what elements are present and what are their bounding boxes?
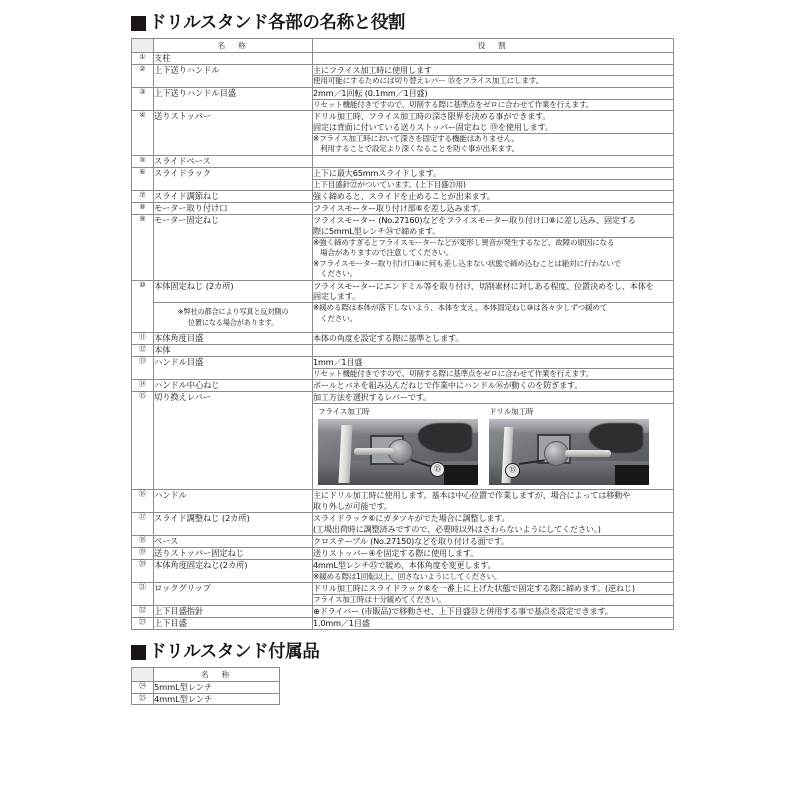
photo-switch-lever <box>354 448 394 455</box>
row-number: ㉔ <box>132 681 154 693</box>
part-name-cell: 本体 <box>154 344 313 356</box>
row-number: ④ <box>132 111 154 156</box>
part-role-cell: 1mm／1目盛 <box>313 356 674 368</box>
attachment-section-title: ドリルスタンド付属品 <box>149 642 320 663</box>
table-row <box>132 344 674 356</box>
table-row <box>132 391 674 403</box>
part-name-cell: ベース <box>154 535 313 547</box>
table-row <box>132 513 674 536</box>
col-header-role: 役 割 <box>313 38 674 52</box>
part-role-cell: 上下に最大65mmスライドします。 <box>313 167 674 179</box>
photo-callout-number: ⑮ <box>430 462 445 477</box>
table-row <box>132 332 674 344</box>
part-role-note-cell: ※強く締めすぎるとフライスモーターなどが変形し異音が発生するなど、故障の原因になる 場合がありますので注意してください。 ※フライスモーター取り付け口⑧に何も差し込まない状態で締め込むことは絶対に行わないで ください。 <box>313 237 674 280</box>
part-role-cell: 主にドリル加工時に使用します。基本は中心位置で作業しますが、場合によっては移動や 取り外しが可能です。 <box>313 490 674 513</box>
row-number: ⑰ <box>132 513 154 536</box>
part-role-cell: 2mm／1回転 (0.1mm／1目盛) <box>313 87 674 99</box>
part-name-cell: 支柱 <box>154 52 313 64</box>
part-role-note-cell: フライス加工時は十分緩めてください。 <box>313 594 674 605</box>
part-role-cell: 4mmL型レンチ㉕で緩め、本体角度を変更します。 <box>313 559 674 571</box>
row-number: ⑯ <box>132 490 154 513</box>
attachment-section-heading <box>131 643 673 663</box>
row-number: ② <box>132 64 154 87</box>
part-name-cell: 切り換えレバー <box>154 391 313 490</box>
part-name-cell: スライド調節ねじ <box>154 191 313 203</box>
part-role-cell: ドリル加工時にスライドラック⑥を一番上に上げた状態で固定する際に締めます。(逆ねじ) <box>313 582 674 594</box>
square-bullet-icon <box>131 16 146 31</box>
part-name-note: ※弊社の都合により写真と反対側の 位置になる場合があります。 <box>154 303 313 332</box>
part-role-note-cell: リセット機能付きですので、切削する際に基準点をゼロに合わせて作業を行えます。 <box>313 368 674 379</box>
row-number: ⑥ <box>132 167 154 190</box>
table-row <box>132 87 674 99</box>
row-number: ⑳ <box>132 559 154 582</box>
part-name-cell: ハンドル <box>154 490 313 513</box>
row-number: ㉒ <box>132 606 154 618</box>
part-role-cell: フライスモーターにエンドミル等を取り付け、切削素材に対しある程度、位置決めをし、本体を 固定します。 <box>313 280 674 303</box>
part-name-cell: 上下送りハンドル <box>154 64 313 87</box>
part-name-cell: ハンドル中心ねじ <box>154 379 313 391</box>
col-header-number <box>132 667 154 681</box>
part-role-cell: スライドラック⑥にガタツキがでた場合に調整します。 (工場出荷時に調整済みですので、必要時以外はさわらないようにしてください。) <box>313 513 674 536</box>
row-number: ⑨ <box>132 215 154 281</box>
part-role-note-cell: ※フライス加工時において深さを固定する機能はありません。 利用することで設定より深くなることを防ぐ事が出来ます。 <box>313 133 674 155</box>
main-section-title: ドリルスタンド各部の名称と役割 <box>149 13 405 33</box>
row-number: ③ <box>132 87 154 110</box>
part-name-cell: 本体固定ねじ (2カ所) <box>154 280 313 303</box>
table-row <box>132 535 674 547</box>
table-row <box>132 582 674 594</box>
table-row <box>132 52 674 64</box>
part-role-cell: ドリル加工時、フライス加工時の深さ限界を決める事ができます。 固定は背面に付いている送りストッパー固定ねじ ⑲を使用します。 <box>313 111 674 134</box>
table-row <box>132 215 674 238</box>
table-row <box>132 111 674 134</box>
row-number: ㉕ <box>132 693 154 705</box>
document-content <box>131 14 673 705</box>
table-row <box>132 280 674 303</box>
row-number: ⑭ <box>132 379 154 391</box>
table-row <box>132 64 674 76</box>
row-number: ⑤ <box>132 155 154 167</box>
part-role-cell: フライスモーター (No.27160)などをフライスモーター取り付け口⑧に差し込み、固定する 際に5mmL型レンチ㉔で締めます。 <box>313 215 674 238</box>
part-role-cell: ボールとバネを組み込んだねじで作業中にハンドル⑯が動くのを防ぎます。 <box>313 379 674 391</box>
table-row <box>132 559 674 571</box>
row-number: ⑮ <box>132 391 154 490</box>
part-role-note-cell: ※緩める際は1回転以上、回さないようにしてください。 <box>313 571 674 582</box>
attachment-name-cell: 5mmL型レンチ <box>154 681 280 693</box>
attachment-header-row <box>132 667 280 681</box>
photo-block <box>318 407 478 486</box>
attachment-name-cell: 4mmL型レンチ <box>154 693 280 705</box>
part-name-cell: ロックグリップ <box>154 582 313 605</box>
table-row <box>132 203 674 215</box>
table-row <box>132 606 674 618</box>
part-role-note-cell: 上下目盛針㉒がついています。(上下目盛㉓用) <box>313 179 674 190</box>
row-number: ⑬ <box>132 356 154 379</box>
table-row <box>132 191 674 203</box>
part-role-cell: 強く締めると、スライドを止めることが出来ます。 <box>313 191 674 203</box>
parts-name-and-role-table <box>131 38 674 631</box>
photo-callout-number: ⑮ <box>505 463 520 478</box>
table-row <box>132 490 674 513</box>
part-name-cell: 本体角度目盛 <box>154 332 313 344</box>
square-bullet-icon <box>131 645 146 660</box>
part-role-note-cell: 使用可能にするためには切り替えレバー ⑮をフライス加工にします。 <box>313 76 674 87</box>
table-row <box>132 356 674 368</box>
table-row-note <box>132 303 674 332</box>
part-name-cell: モーター固定ねじ <box>154 215 313 281</box>
table-row <box>132 693 280 705</box>
table-row <box>132 155 674 167</box>
row-number: ⑧ <box>132 203 154 215</box>
part-name-cell: 上下目盛指針 <box>154 606 313 618</box>
part-role-cell: 主にフライス加工時に使用します <box>313 64 674 76</box>
col-header-name: 名 称 <box>154 38 313 52</box>
row-number: ⑪ <box>132 332 154 344</box>
table-row <box>132 618 674 630</box>
part-name-cell: 送りストッパー <box>154 111 313 156</box>
photo-switch-lever <box>565 450 611 457</box>
part-role-cell: 送りストッパー④を固定する際に使用します。 <box>313 547 674 559</box>
attachment-section <box>131 643 673 705</box>
row-number: ㉓ <box>132 618 154 630</box>
table-row <box>132 379 674 391</box>
part-role-cell: 加工方法を選択するレバーです。 <box>313 391 674 403</box>
part-role-note-cell: ※緩める際は本体が落下しないよう、本体を支え、本体固定ねじ⑩は各々少しずつ緩めて ください。 <box>313 303 674 332</box>
part-role-cell: クロステーブル (No.27150)などを取り付ける面です。 <box>313 535 674 547</box>
row-number: ⑦ <box>132 191 154 203</box>
row-number: ⑲ <box>132 547 154 559</box>
part-role-cell: ⊕ドライバー (市販品)で移動させ、上下目盛㉓と併用する事で基点を設定できます。 <box>313 606 674 618</box>
photo-caption: ドリル加工時 <box>489 406 534 416</box>
table-header-row <box>132 38 674 52</box>
photo-motor-shadow <box>589 423 643 453</box>
col-header-number <box>132 38 154 52</box>
main-section-heading <box>131 14 673 34</box>
part-name-cell: モーター取り付け口 <box>154 203 313 215</box>
part-role-cell: フライスモーター取り付け部⑥を差し込みます。 <box>313 203 674 215</box>
photo-caption: フライス加工時 <box>318 406 370 416</box>
part-name-cell: スライドベース <box>154 155 313 167</box>
part-role-note-cell: リセット機能付きですので、切削する際に基準点をゼロに合わせて作業を行えます。 <box>313 99 674 110</box>
part-role-cell: 1.0mm／1目盛 <box>313 618 674 630</box>
part-role-cell: 本体の角度を設定する際に基準とします。 <box>313 332 674 344</box>
part-name-cell: スライドラック <box>154 167 313 190</box>
photo-motor-shadow <box>418 423 472 453</box>
col-header-name: 名 称 <box>154 667 280 681</box>
photo-corner-shadow <box>615 465 649 485</box>
lever-position-photo <box>318 419 478 485</box>
row-number: ㉑ <box>132 582 154 605</box>
row-number: ① <box>132 52 154 64</box>
part-role-cell <box>313 155 674 167</box>
table-row <box>132 167 674 179</box>
part-name-cell: 上下送りハンドル目盛 <box>154 87 313 110</box>
lever-position-photo <box>489 419 649 485</box>
part-role-cell <box>313 52 674 64</box>
part-name-cell: 送りストッパー固定ねじ <box>154 547 313 559</box>
row-number: ⑱ <box>132 535 154 547</box>
photo-block <box>489 407 649 486</box>
part-role-cell <box>313 344 674 356</box>
part-photos-cell <box>313 403 674 490</box>
part-name-cell: 上下目盛 <box>154 618 313 630</box>
photo-corner-shadow <box>444 465 478 485</box>
row-number: ⑫ <box>132 344 154 356</box>
table-row <box>132 547 674 559</box>
part-name-cell: スライド調整ねじ (2カ所) <box>154 513 313 536</box>
part-name-cell: ハンドル目盛 <box>154 356 313 379</box>
row-number: ⑩ <box>132 280 154 332</box>
attachment-table <box>131 667 280 706</box>
part-name-cell: 本体角度固定ねじ(2カ所) <box>154 559 313 582</box>
table-row <box>132 681 280 693</box>
